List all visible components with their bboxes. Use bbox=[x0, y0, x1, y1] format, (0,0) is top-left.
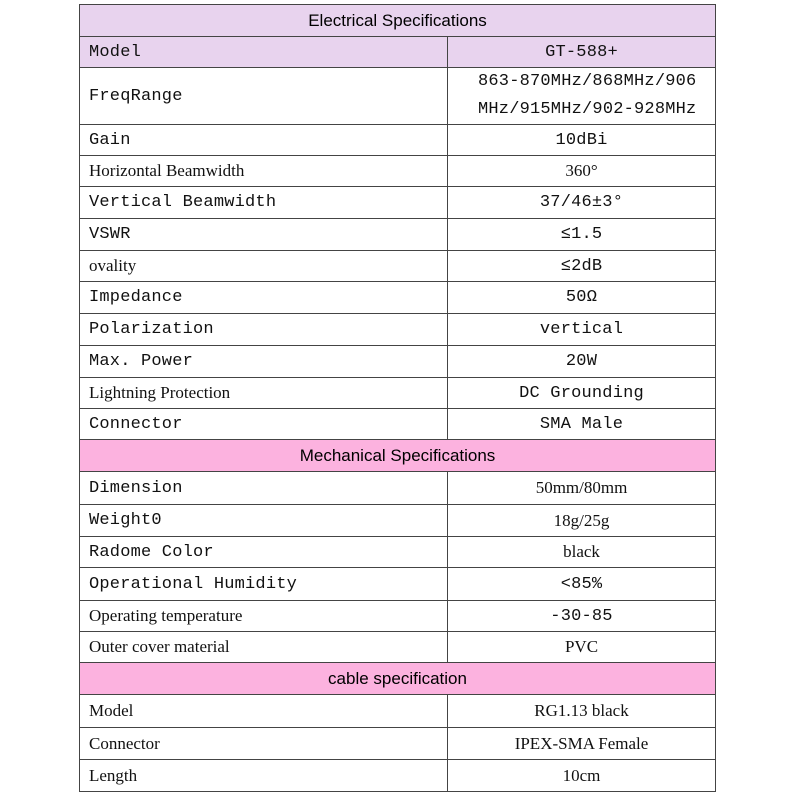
row-label: Weight0 bbox=[80, 505, 448, 537]
row-value: PVC bbox=[448, 632, 716, 663]
section-header-cable bbox=[80, 663, 716, 695]
row-label: Polarization bbox=[80, 314, 448, 346]
table-row bbox=[80, 37, 716, 68]
row-value: ≤1.5 bbox=[448, 219, 716, 251]
row-label: Connector bbox=[80, 728, 448, 760]
row-label: Connector bbox=[80, 409, 448, 440]
row-value: 360° bbox=[448, 156, 716, 187]
row-value: vertical bbox=[448, 314, 716, 346]
table-row bbox=[80, 409, 716, 440]
section-title: cable specification bbox=[80, 663, 716, 695]
row-label: Operational Humidity bbox=[80, 568, 448, 601]
row-value: DC Grounding bbox=[448, 378, 716, 409]
row-value: ≤2dB bbox=[448, 251, 716, 282]
section-title: Mechanical Specifications bbox=[80, 440, 716, 472]
table-row bbox=[80, 219, 716, 251]
row-value: IPEX-SMA Female bbox=[448, 728, 716, 760]
spec-table bbox=[79, 4, 716, 792]
row-value: <85% bbox=[448, 568, 716, 601]
row-value: 10dBi bbox=[448, 125, 716, 156]
table-row bbox=[80, 125, 716, 156]
row-label: VSWR bbox=[80, 219, 448, 251]
table-row bbox=[80, 156, 716, 187]
row-label: Operating temperature bbox=[80, 601, 448, 632]
row-label: Model bbox=[80, 37, 448, 68]
row-label: Length bbox=[80, 760, 448, 792]
row-label: Radome Color bbox=[80, 537, 448, 568]
row-value: 50Ω bbox=[448, 282, 716, 314]
row-label: Horizontal Beamwidth bbox=[80, 156, 448, 187]
table-row bbox=[80, 187, 716, 219]
table-row bbox=[80, 346, 716, 378]
table-row bbox=[80, 282, 716, 314]
section-header-mechanical bbox=[80, 440, 716, 472]
row-value: 863-870MHz/868MHz/906MHz/915MHz/902-928MHz bbox=[448, 68, 716, 125]
row-label: Gain bbox=[80, 125, 448, 156]
table-row bbox=[80, 251, 716, 282]
row-value: 10cm bbox=[448, 760, 716, 792]
table-row bbox=[80, 568, 716, 601]
row-value: GT-588+ bbox=[448, 37, 716, 68]
table-row bbox=[80, 601, 716, 632]
row-label: Model bbox=[80, 695, 448, 728]
row-value: SMA Male bbox=[448, 409, 716, 440]
row-label: Outer cover material bbox=[80, 632, 448, 663]
table-row bbox=[80, 378, 716, 409]
table-row bbox=[80, 314, 716, 346]
row-label: Vertical Beamwidth bbox=[80, 187, 448, 219]
table-row bbox=[80, 68, 716, 125]
table-row bbox=[80, 505, 716, 537]
section-header-electrical bbox=[80, 5, 716, 37]
row-value: RG1.13 black bbox=[448, 695, 716, 728]
row-label: FreqRange bbox=[80, 68, 448, 125]
row-label: Max. Power bbox=[80, 346, 448, 378]
row-value: 37/46±3° bbox=[448, 187, 716, 219]
row-label: Dimension bbox=[80, 472, 448, 505]
table-row bbox=[80, 632, 716, 663]
table-row bbox=[80, 537, 716, 568]
row-value: -30-85 bbox=[448, 601, 716, 632]
row-value: black bbox=[448, 537, 716, 568]
row-value: 20W bbox=[448, 346, 716, 378]
row-label: Impedance bbox=[80, 282, 448, 314]
section-title: Electrical Specifications bbox=[80, 5, 716, 37]
row-value: 18g/25g bbox=[448, 505, 716, 537]
table-row bbox=[80, 695, 716, 728]
row-label: ovality bbox=[80, 251, 448, 282]
table-row bbox=[80, 760, 716, 792]
table-row bbox=[80, 472, 716, 505]
row-value: 50mm/80mm bbox=[448, 472, 716, 505]
row-label: Lightning Protection bbox=[80, 378, 448, 409]
table-row bbox=[80, 728, 716, 760]
